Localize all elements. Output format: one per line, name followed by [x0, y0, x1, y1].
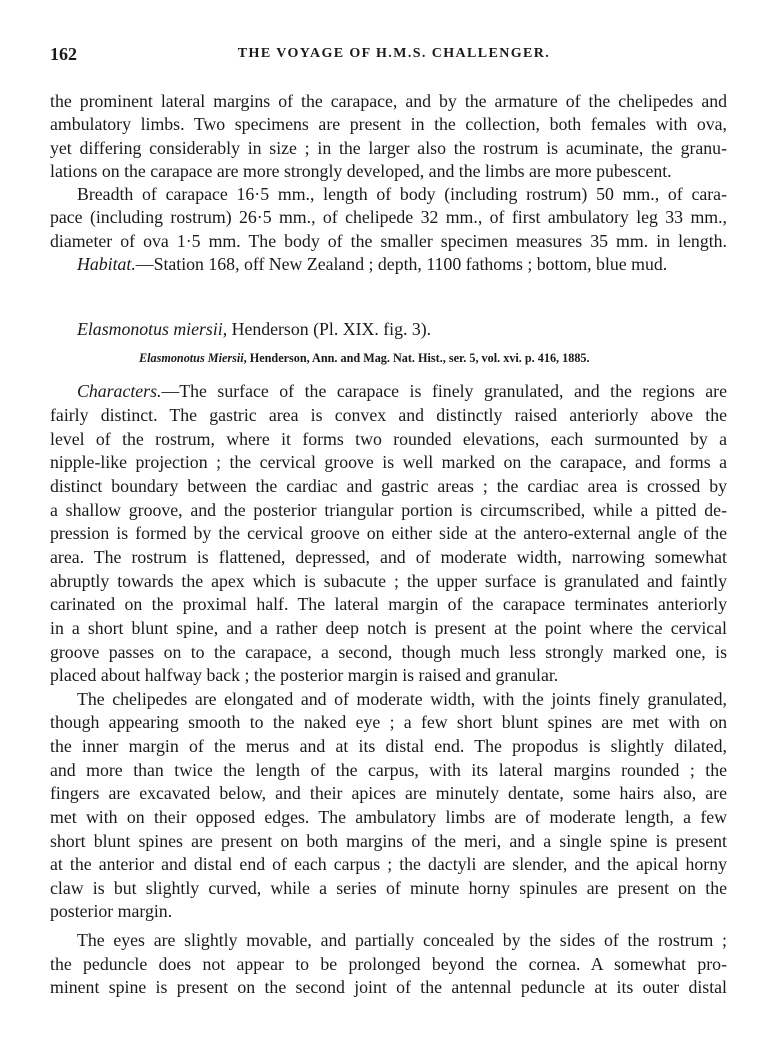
text-line: The eyes are slightly movable, and partially concealed by the sides of the rostrum ;	[77, 930, 727, 950]
page-number: 162	[50, 44, 77, 64]
text-line: ambulatory limbs. Two specimens are present in the collection, both females with ova,	[50, 114, 727, 134]
text-line: nipple-like projection ; the cervical groove is well marked on the carapace, and forms a	[50, 452, 727, 472]
text-line: fairly distinct. The gastric area is convex and distinctly raised anteriorly above the	[50, 405, 727, 425]
text-line: claw is but slightly curved, while a series of minute horny spinules are present on the	[50, 878, 727, 898]
text-line	[77, 380, 727, 402]
characters-label: Characters.	[77, 381, 162, 401]
text-line: the peduncle does not appear to be prolonged beyond the cornea. A somewhat pro-	[50, 954, 727, 974]
habitat-label: Habitat.	[77, 254, 136, 274]
text-line: area. The rostrum is flattened, depressed, and of moderate width, narrowing somewhat	[50, 547, 727, 567]
text-line: the inner margin of the merus and at its distal end. The propodus is slightly dilated,	[50, 736, 727, 756]
text-line: short blunt spines are present on both margins of the meri, and a single spine is present	[50, 831, 727, 851]
page-header	[50, 44, 738, 68]
text-line: abruptly towards the apex which is subacute ; the upper surface is granulated and faintly	[50, 571, 727, 591]
text-line: lations on the carapace are more strongly developed, and the limbs are more pubescent.	[50, 161, 672, 181]
text-line: minent spine is present on the second joint of the antennal peduncle at its outer distal	[50, 977, 727, 997]
running-head: THE VOYAGE OF H.M.S. CHALLENGER.	[237, 46, 551, 61]
text-line: Breadth of carapace 16·5 mm., length of body (including rostrum) 50 mm., of cara-	[77, 184, 727, 204]
species-heading	[77, 318, 431, 340]
habitat-text: —Station 168, off New Zealand ; depth, 1100 fathoms ; bottom, blue mud.	[135, 254, 668, 274]
text-line: a shallow groove, and the posterior triangular portion is circumscribed, while a pitted de-	[50, 500, 727, 520]
text-line: and more than twice the length of the carpus, with its lateral margins rounded ; the	[50, 760, 727, 780]
text-line: diameter of ova 1·5 mm. The body of the smaller specimen measures 35 mm. in length.	[50, 231, 727, 251]
text-line: fingers are excavated below, and their apices are minutely dentate, some hairs also, are	[50, 783, 727, 803]
text-line: distinct boundary between the cardiac and gastric areas ; the cardiac area is crossed by	[50, 476, 727, 496]
text-line: the prominent lateral margins of the carapace, and by the armature of the chelipedes and	[50, 91, 727, 111]
text-span: —The surface of the carapace is finely granulated, and the regions are	[161, 381, 727, 401]
citation-text: , Henderson, Ann. and Mag. Nat. Hist., ser. 5, vol. xvi. p. 416, 1885.	[243, 351, 590, 365]
text-line: placed about halfway back ; the posterior margin is raised and granular.	[50, 665, 559, 685]
species-name: Elasmonotus miersii	[77, 319, 223, 339]
text-line: pace (including rostrum) 26·5 mm., of chelipede 32 mm., of first ambulatory leg 33 mm.,	[50, 207, 727, 227]
text-line: posterior margin.	[50, 901, 173, 921]
habitat-line	[77, 253, 727, 275]
text-line: carinated on the proximal half. The lateral margin of the carapace terminates anteriorly	[50, 594, 727, 614]
text-line: met with on their opposed edges. The ambulatory limbs are of moderate length, a few	[50, 807, 727, 827]
text-line: The chelipedes are elongated and of moderate width, with the joints finely granulated,	[77, 689, 727, 709]
text-line: pression is formed by the cervical groove on either side at the antero-external angle of the	[50, 523, 727, 543]
species-authority: , Henderson (Pl. XIX. fig. 3).	[222, 319, 432, 339]
text-line: yet differing considerably in size ; in the larger also the rostrum is acuminate, the granu-	[50, 138, 727, 158]
text-line: groove passes on to the carapace, a second, though much less strongly marked one, is	[50, 642, 727, 662]
text-line: level of the rostrum, where it forms two rounded elevations, each surmounted by a	[50, 429, 727, 449]
text-line: in a short blunt spine, and a rather deep notch is present at the point where the cervical	[50, 618, 727, 638]
species-citation	[139, 350, 590, 366]
citation-name: Elasmonotus Miersii	[139, 351, 244, 365]
text-line: though appearing smooth to the naked eye ; a few short blunt spines are met with on	[50, 712, 727, 732]
text-line: at the anterior and distal end of each carpus ; the dactyli are slender, and the apical horny	[50, 854, 727, 874]
